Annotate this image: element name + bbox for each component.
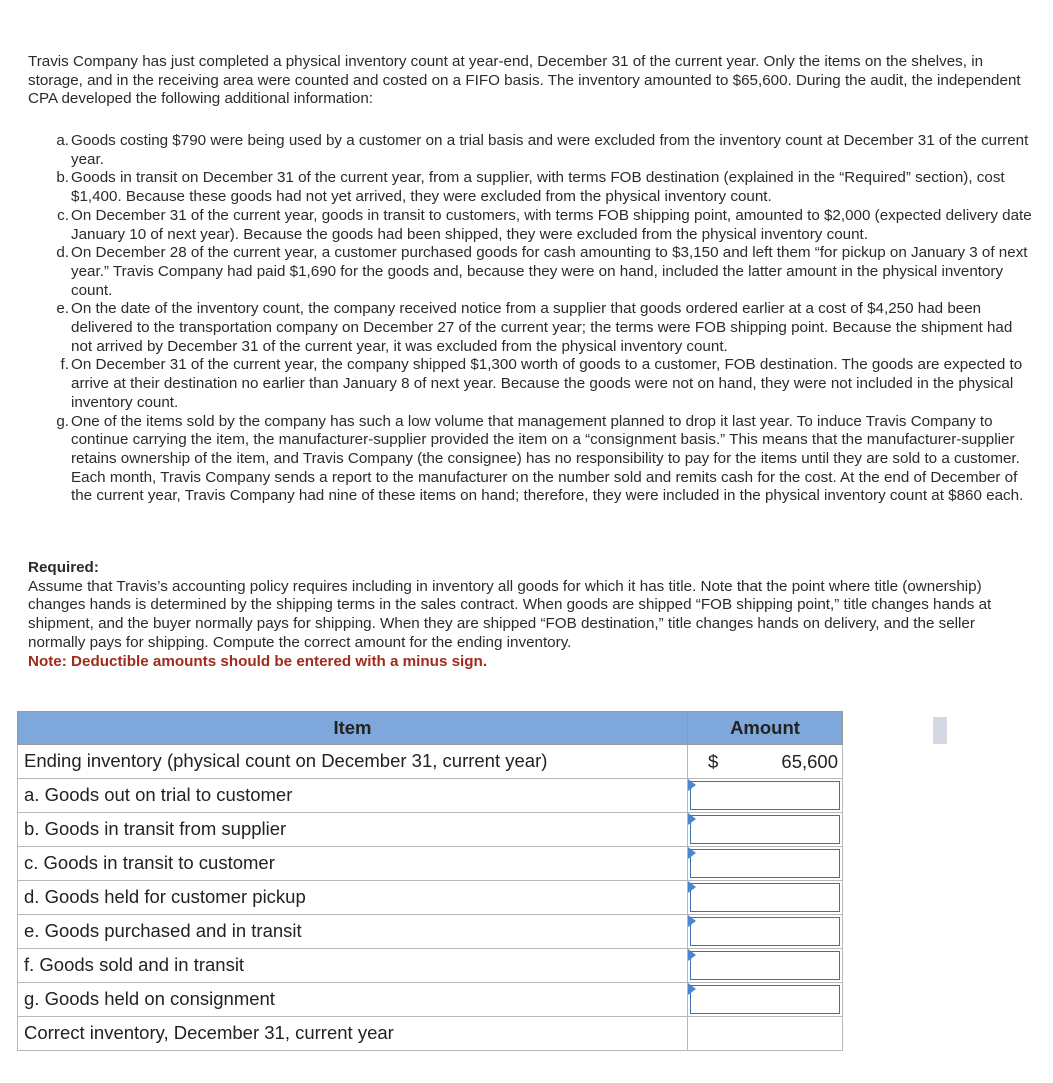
input-marker-icon xyxy=(688,949,696,961)
required-section xyxy=(28,559,1028,671)
item-letter: b. xyxy=(56,169,69,187)
item-letter: f. xyxy=(60,356,69,374)
row-label: b. Goods in transit from supplier xyxy=(18,813,688,847)
amount-cell xyxy=(688,847,843,881)
amount-input-d[interactable] xyxy=(690,883,840,912)
amount-value: 65,600 xyxy=(781,751,838,772)
amount-cell xyxy=(688,949,843,983)
item-letter: c. xyxy=(57,206,69,224)
input-marker-icon xyxy=(688,847,696,859)
additional-info-list xyxy=(52,132,1037,506)
input-marker-icon xyxy=(688,779,696,791)
input-marker-icon xyxy=(688,881,696,893)
item-text: One of the items sold by the company has such a low volume that management planned to drop it last year. To induce Travis Company to continue carrying the item, the manufacturer-supplier provided the item on a “consignment basis.” This means that the manufacturer-supplier retains ownership of the item, and Travis Company (the consignee) has no responsibility to pay for the items until they are sold to a customer. Each month, Travis Company sends a report to the manufacturer on the number sold and remits cash for the cost. At the end of December of the current year, Travis Company had nine of these items on hand; therefore, they were included in the physical inventory count at $860 each. xyxy=(71,412,1024,505)
table-row xyxy=(18,745,843,779)
item-text: On December 31 of the current year, the company shipped $1,300 worth of goods to a customer, FOB destination. The goods are expected to arrive at their destination no earlier than January 8 of next year. Because the goods were not on hand, they were not included in the physical inventory count. xyxy=(71,356,1023,411)
table-row xyxy=(18,1017,843,1051)
required-heading: Required: xyxy=(28,559,99,576)
input-marker-icon xyxy=(688,915,696,927)
table-row xyxy=(18,779,843,813)
amount-cell xyxy=(688,881,843,915)
table-row xyxy=(18,915,843,949)
amount-cell xyxy=(688,779,843,813)
amount-input-f[interactable] xyxy=(690,951,840,980)
list-item xyxy=(52,169,1037,206)
row-label: g. Goods held on consignment xyxy=(18,983,688,1017)
item-letter: e. xyxy=(56,300,69,318)
table-row xyxy=(18,881,843,915)
row-label: a. Goods out on trial to customer xyxy=(18,779,688,813)
item-text: Goods in transit on December 31 of the current year, from a supplier, with terms FOB destination (explained in the “Required” section), cost $1,400. Because these goods had not yet arrived, they were excluded from the physical inventory count. xyxy=(71,169,1005,206)
currency-symbol: $ xyxy=(708,751,719,772)
side-scroll-marker xyxy=(933,717,947,744)
list-item xyxy=(52,413,1037,507)
required-note: Note: Deductible amounts should be entered with a minus sign. xyxy=(28,652,488,670)
inventory-worksheet xyxy=(17,711,843,1051)
list-item xyxy=(52,244,1037,300)
list-item xyxy=(52,356,1037,412)
amount-cell xyxy=(688,915,843,949)
table-header-row xyxy=(18,712,843,745)
table-row xyxy=(18,813,843,847)
row-label: d. Goods held for customer pickup xyxy=(18,881,688,915)
list-item xyxy=(52,207,1037,244)
item-text: Goods costing $790 were being used by a customer on a trial basis and were excluded from the inventory count at December 31 of the current year. xyxy=(71,132,1029,168)
header-item: Item xyxy=(18,712,688,745)
row-label: f. Goods sold and in transit xyxy=(18,949,688,983)
item-text: On December 31 of the current year, goods in transit to customers, with terms FOB shipping point, amounted to $2,000 (expected delivery date January 10 of next year). Because the goods had been shipped, they were excluded from the physical inventory count. xyxy=(71,206,1032,243)
row-label: c. Goods in transit to customer xyxy=(18,847,688,881)
amount-input-e[interactable] xyxy=(690,917,840,946)
item-letter: d. xyxy=(56,244,69,262)
correct-inventory-cell xyxy=(688,1017,843,1051)
amount-cell xyxy=(688,813,843,847)
intro-paragraph: Travis Company has just completed a physical inventory count at year-end, December 31 of the current year. Only the items on the shelves, in storage, and in the receiving area were counted and costed on a FIFO basis. The inventory amounted to $65,600. During the audit, the independent CPA developed the following additional information: xyxy=(28,53,1021,108)
table-row xyxy=(18,949,843,983)
row-label: e. Goods purchased and in transit xyxy=(18,915,688,949)
amount-cell xyxy=(688,745,843,779)
amount-cell xyxy=(688,983,843,1017)
amount-input-a[interactable] xyxy=(690,781,840,810)
item-letter: g. xyxy=(56,412,69,430)
item-text: On the date of the inventory count, the company received notice from a supplier that goods ordered earlier at a cost of $4,250 had been delivered to the transportation company on December 27 of the current year; the terms were FOB shipping point. Because the shipment had not arrived by December 31 of the current year, it was excluded from the physical inventory count. xyxy=(71,300,1013,355)
required-body: Assume that Travis’s accounting policy requires including in inventory all goods for which it has title. Note that the point where title (ownership) changes hands is determined by the shipping terms in the sales contract. When goods are shipped “FOB shipping point,” title changes hands at shipment, and the buyer normally pays for shipping. When they are shipped “FOB destination,” title changes hands on delivery, and the seller normally pays for shipping. Compute the correct amount for the ending inventory. xyxy=(28,577,992,651)
item-text: On December 28 of the current year, a customer purchased goods for cash amounting to $3,150 and left them “for pickup on January 3 of next year.” Travis Company had paid $1,690 for the goods and, because they were on hand, included the latter amount in the physical inventory count. xyxy=(71,244,1028,299)
row-label: Correct inventory, December 31, current year xyxy=(18,1017,688,1051)
amount-input-c[interactable] xyxy=(690,849,840,878)
amount-input-g[interactable] xyxy=(690,985,840,1014)
list-item xyxy=(52,132,1037,169)
header-amount: Amount xyxy=(688,712,843,745)
table-row xyxy=(18,983,843,1017)
item-letter: a. xyxy=(56,132,69,149)
table-row xyxy=(18,847,843,881)
amount-input-b[interactable] xyxy=(690,815,840,844)
input-marker-icon xyxy=(688,813,696,825)
row-label: Ending inventory (physical count on December 31, current year) xyxy=(18,745,688,779)
input-marker-icon xyxy=(688,983,696,995)
list-item xyxy=(52,300,1037,356)
